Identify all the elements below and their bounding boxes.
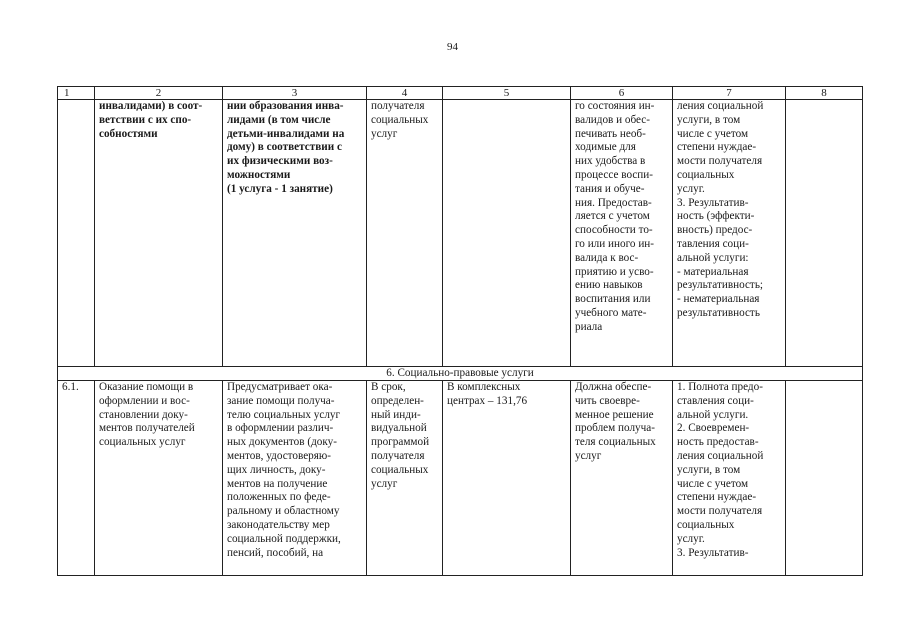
column-number: 1 <box>58 87 95 100</box>
cell-service-term: получателя социальных услуг <box>367 100 443 367</box>
cell-conditions <box>786 381 863 576</box>
cell-service-term: В срок, определен- ный инди- видуальной программой получателя социальных услуг <box>367 381 443 576</box>
cell-service-name: инвалидами) в соот- ветствии с их спо- собностями <box>95 100 223 367</box>
section-title: 6. Социально-правовые услуги <box>58 367 863 381</box>
continuation-row <box>58 100 863 367</box>
column-number: 8 <box>786 87 863 100</box>
service-row-6-1 <box>58 381 863 576</box>
column-number: 4 <box>367 87 443 100</box>
cell-service-name: Оказание помощи в оформлении и вос- становлении доку- ментов получателей социальных услуг <box>95 381 223 576</box>
cell-service-description: нии образования инва- лидами (в том числе детьми-инвалидами на дому) в соответствии с их физическими воз- можностями (1 услуга - 1 занятие) <box>223 100 367 367</box>
cell-quality-requirements: го состояния ин- валидов и обес- печивать необ- ходимые для них удобства в процессе воспи- тания и обуче- ния. Предостав- ляется с учетом способности то- го или иного ин- валида к вос- приятию и усво- ению навыков воспитания или учебного мате- риала <box>571 100 673 367</box>
cell-index <box>58 100 95 367</box>
cell-tariff: В комплексных центрах – 131,76 <box>443 381 571 576</box>
cell-quality-indicators: ления социальной услуги, в том числе с учетом степени нуждае- мости получателя социальных услуг. 3. Результатив- ность (эффекти- вность) предос- тавления соци- альной услуги: - материальная результативность; - нематериальная результативность <box>673 100 786 367</box>
column-number: 5 <box>443 87 571 100</box>
cell-conditions <box>786 100 863 367</box>
column-number: 6 <box>571 87 673 100</box>
column-number-row <box>58 87 863 100</box>
column-number: 2 <box>95 87 223 100</box>
cell-quality-indicators: 1. Полнота предо- ставления соци- альной услуги. 2. Своевремен- ность предостав- ления социальной услуги, в том числе с учетом степени нуждае- мости получателя социальных услуг. 3. Результатив- <box>673 381 786 576</box>
section-row <box>58 367 863 381</box>
column-number: 7 <box>673 87 786 100</box>
cell-tariff <box>443 100 571 367</box>
services-table <box>57 86 863 576</box>
cell-quality-requirements: Должна обеспе- чить своевре- менное решение проблем получа- теля социальных услуг <box>571 381 673 576</box>
cell-index: 6.1. <box>58 381 95 576</box>
page-number: 94 <box>447 41 458 53</box>
column-number: 3 <box>223 87 367 100</box>
cell-service-description: Предусматривает ока- зание помощи получа- телю социальных услуг в оформлении различ- ных документов (доку- ментов, удостоверяю- щих личность, доку- ментов на получение положенных по феде- ральному и областному законодательству мер социальной поддержки, пенсий, пособий, на <box>223 381 367 576</box>
